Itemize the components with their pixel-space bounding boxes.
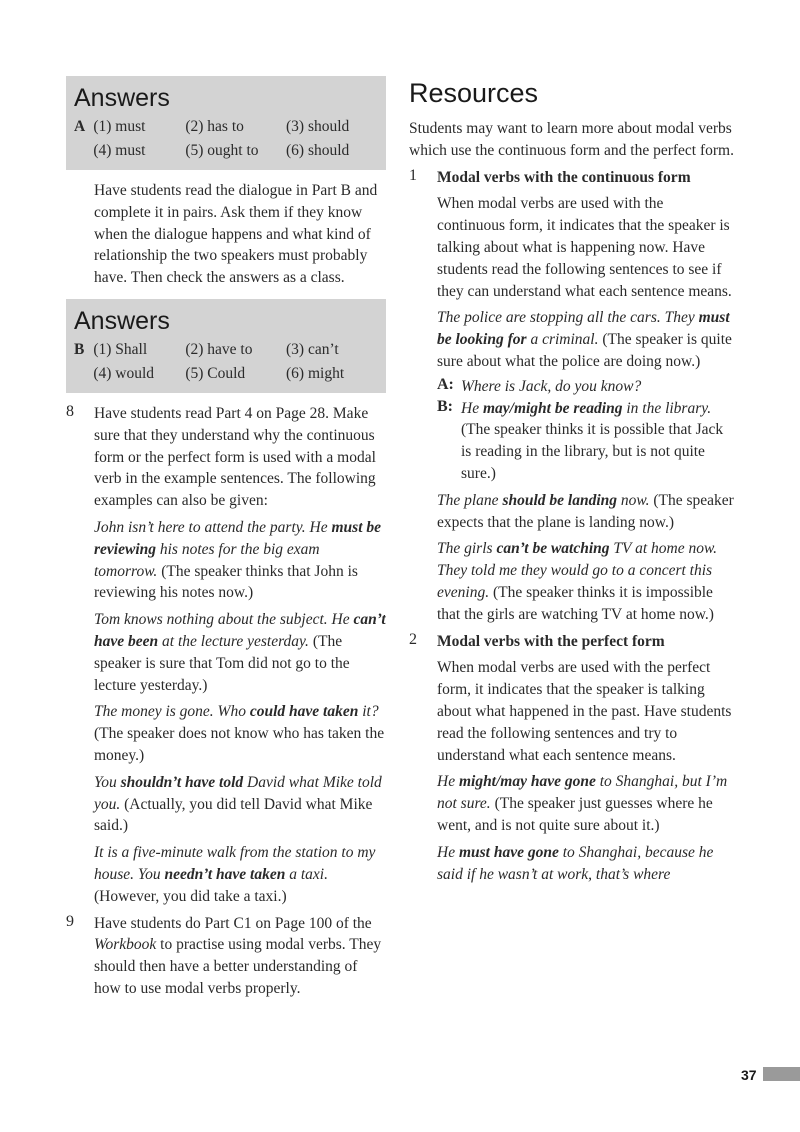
step-9-text: Have students do Part C1 on Page 100 of the Workbook to practise using modal verbs. They should then have a better understanding of how to use modal verbs properly.	[94, 914, 382, 997]
section-number: 2	[409, 630, 417, 648]
page-number: 37	[741, 1067, 757, 1083]
resources-title: Resources	[409, 78, 539, 108]
section-2-heading: Modal verbs with the perfect form	[437, 632, 665, 650]
step-8-text: Have students read Part 4 on Page 28. Make sure that they understand why the continuous form or the perfect form is used with a modal verb in the example sentences. The following examples can also be given:	[94, 404, 376, 510]
answers-a-letter: A	[74, 118, 86, 135]
resources-intro: Students may want to learn more about modal verbs which use the continuous form and the perfect form.	[409, 120, 734, 159]
section-1-heading: Modal verbs with the continuous form	[437, 168, 691, 186]
page-number-bar	[763, 1067, 800, 1081]
example-sentence: You shouldn’t have told David what Mike told you. (Actually, you did tell David what Mike said.)	[94, 773, 382, 835]
left-column	[66, 76, 386, 1000]
dialogue-line-b: B: He may/might be reading in the library. (The speaker thinks it is possible that Jack is reading in the library, but is not quite sure.)	[437, 397, 724, 482]
answer-cell: (1) must	[93, 118, 146, 135]
answer-cell: (2) has to	[185, 118, 244, 135]
right-column	[409, 76, 735, 885]
section-1	[409, 167, 735, 626]
answers-b-title: Answers	[74, 306, 170, 335]
instruction-paragraph: Have students read the dialogue in Part B and complete it in pairs. Ask them if they know when the dialogue happens and what kind of relationship the two speakers must probably have. Then check the answers as a class.	[94, 182, 378, 287]
section-2	[409, 631, 735, 886]
example-sentence: The police are stopping all the cars. They must be looking for a criminal. (The speaker is quite sure about what the police are doing now.)	[437, 309, 732, 370]
answers-box-b	[66, 299, 386, 393]
step-8	[66, 403, 386, 908]
section-2-text: When modal verbs are used with the perfect form, it indicates that the speaker is talking about what happened in the past. Have students read the following sentences and try to understand what each sentence means.	[437, 659, 732, 764]
step-number: 8	[66, 402, 74, 420]
answer-cell: (4) must	[93, 142, 146, 159]
example-sentence: He might/may have gone to Shanghai, but I’m not sure. (The speaker just guesses where he went, and is not quite sure about it.)	[437, 773, 728, 834]
example-sentence: Tom knows nothing about the subject. He can’t have been at the lecture yesterday. (The speaker is sure that Tom did not go to the lecture yesterday.)	[94, 611, 386, 694]
answers-b-letter: B	[74, 340, 85, 358]
example-sentence: The girls can’t be watching TV at home now. They told me they would go to a concert this evening. (The speaker thinks it is impossible that the girls are watching TV at home now.)	[437, 540, 718, 623]
answers-a-row-2	[74, 139, 378, 163]
answer-cell: (1) Shall	[93, 340, 148, 358]
answer-cell: (6) should	[286, 142, 350, 159]
answers-box-a	[66, 76, 386, 170]
answer-cell: (4) would	[93, 364, 155, 382]
answers-b-row-2	[74, 362, 378, 386]
answer-cell: (5) ought to	[185, 142, 259, 159]
section-1-text: When modal verbs are used with the continuous form, it indicates that the speaker is talking about what is happening now. Have students read the following sentences to see if they can understand what each sentence means.	[437, 195, 732, 300]
example-sentence: John isn’t here to attend the party. He must be reviewing his notes for the big exam tomorrow. (The speaker thinks that John is reviewing his notes now.)	[94, 518, 382, 602]
answer-cell: (3) can’t	[286, 340, 339, 358]
example-sentence: He must have gone to Shanghai, because he said if he wasn’t at work, that’s where	[437, 843, 714, 883]
section-number: 1	[409, 166, 417, 184]
dialogue-line-a: A: Where is Jack, do you know?	[437, 375, 642, 395]
example-sentence: The plane should be landing now. (The speaker expects that the plane is landing now.)	[437, 491, 734, 531]
answers-b-row-1	[74, 338, 378, 362]
step-number: 9	[66, 912, 74, 930]
answers-a-row-1	[74, 115, 378, 139]
example-sentence: The money is gone. Who could have taken it? (The speaker does not know who has taken the money.)	[94, 703, 385, 764]
answer-cell: (3) should	[286, 118, 350, 135]
step-9	[66, 913, 386, 1000]
example-sentence: It is a five-minute walk from the station to my house. You needn’t have taken a taxi. (However, you did take a taxi.)	[94, 844, 376, 905]
answer-cell: (6) might	[286, 364, 345, 382]
answer-cell: (5) Could	[185, 364, 246, 382]
answers-a-title: Answers	[74, 84, 170, 112]
answer-cell: (2) have to	[185, 340, 253, 358]
